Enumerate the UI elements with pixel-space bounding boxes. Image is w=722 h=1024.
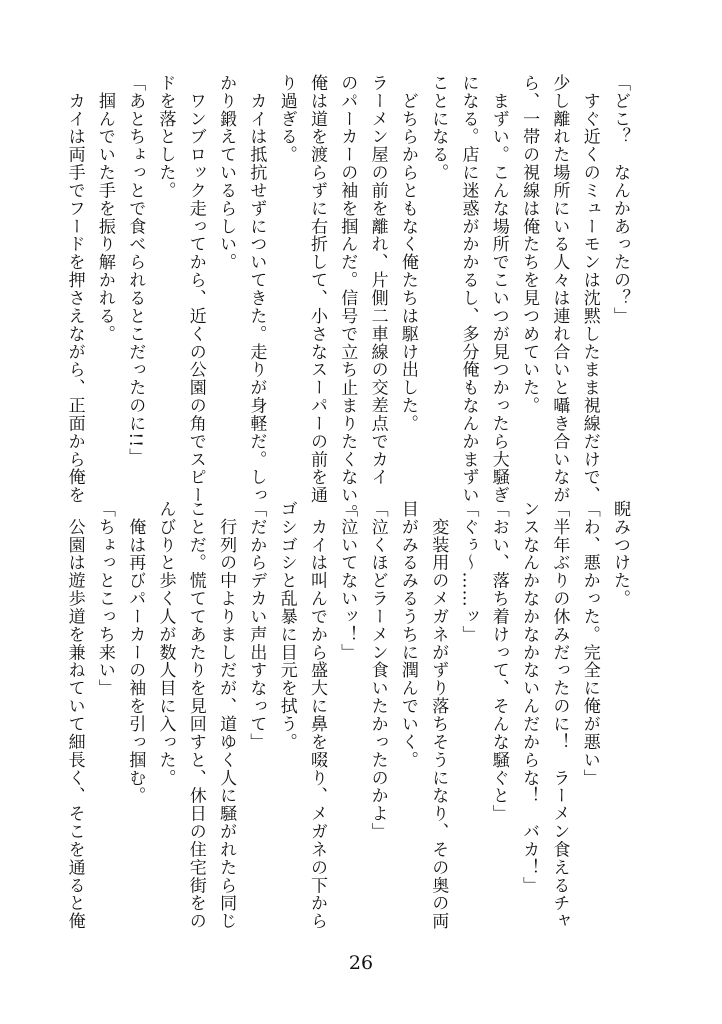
text-column: ンスなんかなかなかないんだからな！ バカ！」 xyxy=(519,500,540,895)
text-column: 掴んでいた手を振り解かれる。 xyxy=(94,74,115,343)
text-column: ゴシゴシと乱暴に目元を拭う。 xyxy=(276,500,297,751)
text-column: 行列の中よりましだが、道ゆく人に騒がれたら同じ xyxy=(216,500,237,931)
text-column: 変装用のメガネがずり落ちそうになり、その奥の両 xyxy=(428,500,449,931)
text-column: 「あとちょっとで食べられるとこだったのに!!」 xyxy=(125,74,146,466)
text-column: 睨みつけた。 xyxy=(610,500,630,608)
text-column: 目がみるみるうちに潤んでいく。 xyxy=(397,500,418,769)
text-column: になる。店に迷惑がかかるし、多分俺もなんかまずい xyxy=(458,74,479,505)
text-column: どちらからともなく俺たちは駆け出した。 xyxy=(397,74,418,433)
text-column: ことだ。慌ててあたりを見回すと、休日の住宅街をの xyxy=(185,500,206,931)
text-column: 「ちょっとこっち来い」 xyxy=(94,500,115,698)
text-column: 「泣くほどラーメン食いたかったのかよ」 xyxy=(367,500,388,841)
text-column: 俺は道を渡らずに右折して、小さなスーパーの前を通 xyxy=(307,74,327,505)
text-column: ら、一帯の視線は俺たちを見つめていた。 xyxy=(519,74,540,415)
text-column: 少し離れた場所にいる人々は連れ合いと囁き合いなが xyxy=(549,74,570,505)
text-column: ことになる。 xyxy=(428,74,449,182)
text-column: 「半年ぶりの休みだったのに！ ラーメン食えるチャ xyxy=(549,500,570,931)
text-column: 「どこ？ なんかあったの？」 xyxy=(610,74,630,325)
text-column: ドを落とした。 xyxy=(155,74,176,200)
text-column: ワンブロック走ってから、近くの公園の角でスピー xyxy=(185,74,206,505)
text-column: 「おい、落ち着けって、そんな騒ぐと」 xyxy=(488,500,509,823)
text-column: 俺は再びパーカーの袖を引っ掴む。 xyxy=(125,500,146,805)
text-column: のパーカーの袖を掴んだ。信号で立ち止まりたくない。 xyxy=(337,74,358,522)
text-column: り過ぎる。 xyxy=(276,74,297,164)
text-column: 「だからデカい声出すなって」 xyxy=(246,500,267,751)
text-column: んびりと歩く人が数人目に入った。 xyxy=(155,500,176,787)
text-column: すぐ近くのミューモンは沈黙したまま視線だけで、 xyxy=(579,74,600,505)
text-column: カイは叫んでから盛大に鼻を啜り、メガネの下から xyxy=(307,500,327,931)
text-column: カイは抵抗せずについてきた。走りが身軽だ。しっ xyxy=(246,74,267,505)
page-number: 26 xyxy=(348,952,374,974)
text-column: 「ぐぅ〜……ッ」 xyxy=(458,500,479,644)
text-column: カイは両手でフードを押さえながら、正面から俺を xyxy=(64,74,85,505)
text-column: ラーメン屋の前を離れ、片側二車線の交差点でカイ xyxy=(367,74,388,487)
text-column: まずい。こんな場所でこいつが見つかったら大騒ぎ xyxy=(488,74,509,505)
text-column: 公園は遊歩道を兼ねていて細長く、そこを通ると俺 xyxy=(64,500,85,931)
text-column: 「わ、悪かった。完全に俺が悪い」 xyxy=(579,500,600,787)
text-column: かり鍛えているらしい。 xyxy=(216,74,237,272)
text-column: 「泣いてないッ！」 xyxy=(337,500,358,662)
